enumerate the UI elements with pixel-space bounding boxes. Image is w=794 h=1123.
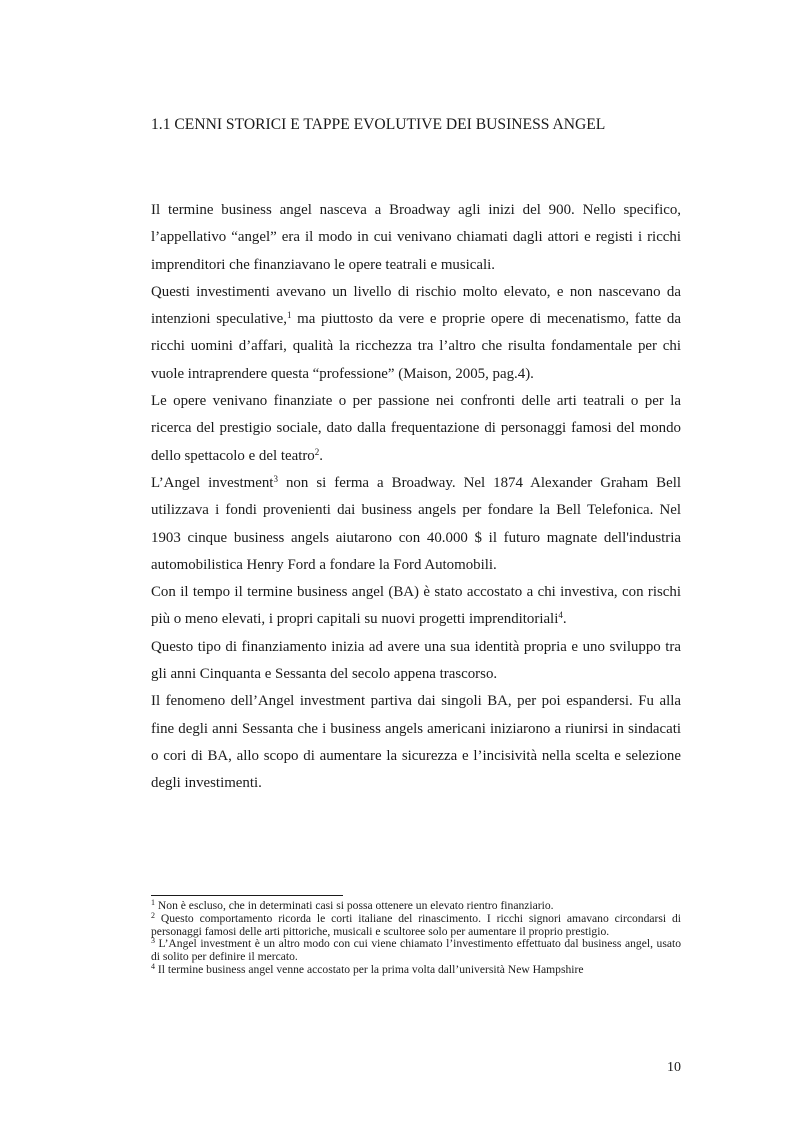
footnote — [151, 961, 681, 977]
footnote-ref[interactable]: 1 — [286, 310, 292, 321]
footnote-number: 2 — [151, 910, 155, 920]
paragraph-text: Il fenomeno dell’Angel investment partiva dai singoli BA, per poi espandersi. Fu alla fine degli anni Sessanta che i business angels americani iniziarono a riunirsi in sindacati o cori di BA, allo scopo di aumentare la sicurezza e l’incisività nella scelta e selezione degli investimenti. — [151, 693, 681, 792]
paragraph-text: L’Angel investment — [151, 474, 274, 491]
paragraph-text: Questo tipo di finanziamento inizia ad avere una sua identità propria e uno sviluppo tra gli anni Cinquanta e Sessanta del secolo appena trascorso. — [151, 638, 681, 683]
paragraph-text: Questi investimenti avevano un livello di rischio molto elevato, e non nascevano da intenzioni speculative, — [151, 283, 681, 328]
paragraph-text: ma piuttosto da vere e proprie opere di mecenatismo, fatte da ricchi uomini d’affari, qualità la ricchezza tra l’altro che risulta fondamentale per chi vuole intraprendere questa “professione” (Maison, 2005, pag.4). — [151, 311, 681, 382]
footnote-text: Questo comportamento ricorda le corti italiane del rinascimento. I ricchi signori amavano circondarsi di personaggi famosi delle arti pittoriche, musicali e scultoree solo per aumentare il proprio prestigio. — [151, 911, 681, 938]
footnote — [151, 910, 681, 939]
footnote-number: 4 — [151, 961, 155, 971]
footnote-text: L’Angel investment è un altro modo con cui viene chiamato l’investimento effettuato dal business angel, usato di solito per definire il mercato. — [151, 937, 681, 964]
section-heading: 1.1 CENNI STORICI E TAPPE EVOLUTIVE DEI BUSINESS ANGEL — [151, 116, 606, 133]
footnote-divider — [151, 895, 343, 896]
footnote-ref[interactable]: 2 — [314, 446, 320, 457]
paragraph-definition — [151, 579, 681, 634]
paragraph-text: non si ferma a Broadway. Nel 1874 Alexander Graham Bell utilizzava i fondi provenienti dai business angels per fondare la Bell Telefonica. Nel 1903 cinque business angels aiutarono con 40.000 $ il futuro magnate dell'industria automobilistica Henry Ford a fondare la Ford Automobili. — [151, 474, 681, 573]
paragraph-text: Con il tempo il termine business angel (BA) è stato accostato a chi investiva, con rischi più o meno elevati, i propri capitali su nuovi progetti imprenditoriali — [151, 584, 681, 628]
paragraph-text: . — [319, 447, 323, 464]
footnote-number: 1 — [151, 898, 155, 907]
paragraph-syndicates — [151, 688, 681, 797]
paragraph-identity — [151, 634, 681, 689]
footnote-ref[interactable]: 3 — [273, 473, 278, 484]
paragraph-risk — [151, 279, 681, 388]
footnote-text: Non è escluso, che in determinati casi si possa ottenere un elevato rientro finanziario. — [155, 899, 554, 912]
footnote — [151, 938, 681, 964]
footnote-ref[interactable]: 4 — [558, 610, 563, 621]
body-text — [151, 197, 681, 798]
paragraph-text: Il termine business angel nasceva a Broadway agli inizi del 900. Nello specifico, l’appellativo “angel” era il modo in cui venivano chiamati dagli attori e registi i ricchi imprenditori che finanziavano le opere teatrali e musicali. — [151, 202, 681, 273]
footnote-text: Il termine business angel venne accostato per la prima volta dall’università New Hampshire — [155, 962, 584, 976]
page-number: 10 — [667, 1060, 681, 1075]
paragraph-motives — [151, 388, 681, 470]
footnotes — [151, 900, 681, 977]
paragraph-history — [151, 470, 681, 579]
paragraph-text: Le opere venivano finanziate o per passione nei confronti delle arti teatrali o per la ricerca del prestigio sociale, dato dalla frequentazione di personaggi famosi del mondo dello spettacolo e del teatro — [151, 393, 681, 464]
paragraph-origin — [151, 197, 681, 279]
paragraph-text: . — [562, 611, 567, 628]
footnote-number: 3 — [151, 936, 155, 946]
